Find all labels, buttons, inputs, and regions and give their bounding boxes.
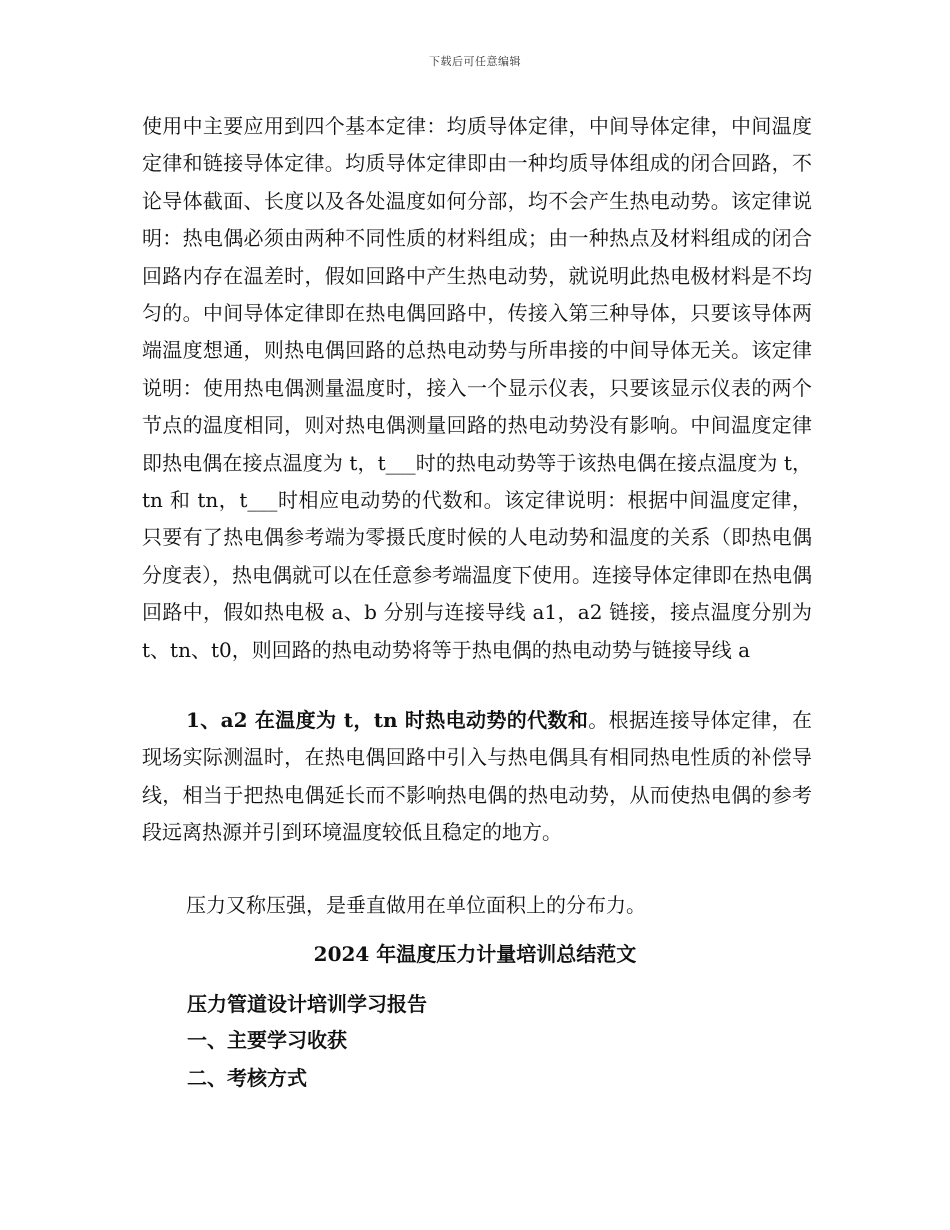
heading-section-2: 二、考核方式 (187, 1066, 307, 1090)
heading-report: 压力管道设计培训学习报告 (187, 992, 427, 1016)
body-paragraph-compensation (142, 702, 812, 852)
heading-section-1: 一、主要学习收获 (187, 1028, 347, 1052)
body-paragraph-laws: 使用中主要应用到四个基本定律：均质导体定律，中间导体定律，中间温度定律和链接导体定律。均质导体定律即由一种均质导体组成的闭合回路，不论导体截面、长度以及各处温度如何分部，均不会产生热电动势。该定律说明：热电偶必须由两种不同性质的材料组成；由一种热点及材料组成的闭合回路内存在温差时，假如回路中产生热电动势，就说明此热电极材料是不均匀的。中间导体定律即在热电偶回路中，传接入第三种导体，只要该导体两端温度想通，则热电偶回路的总热电动势与所串接的中间导体无关。该定律说明：使用热电偶测量温度时，接入一个显示仪表，只要该显示仪表的两个节点的温度相同，则对热电偶测量回路的热电动势没有影响。中间温度定律即热电偶在接点温度为 t，t___时的热电动势等于该热电偶在接点温度为 t，tn 和 tn，t___时相应电动势的代数和。该定律说明：根据中间温度定律，只要有了热电偶参考端为零摄氏度时候的人电动势和温度的关系（即热电偶分度表），热电偶就可以在任意参考端温度下使用。连接导体定律即在热电偶回路中，假如热电极 a、b 分别与连接导线 a1，a2 链接，接点温度分别为 t、tn、t0，则回路的热电动势将等于热电偶的热电动势与链接导线 a (142, 114, 812, 662)
document-title: 2024 年温度压力计量培训总结范文 (313, 942, 637, 966)
paragraph-rest: 。根据连接导体定律，在现场实际测温时，在热电偶回路中引入与热电偶具有相同热电性质的补偿导线，相当于把热电偶延长而不影响热电偶的热电动势，从而使热电偶的参考段远离热源并引到环境温度较低且稳定的地方。 (142, 708, 812, 845)
paragraph-lead-bold: 1、a2 在温度为 t，tn 时热电动势的代数和 (186, 708, 589, 732)
body-paragraph-pressure: 压力又称压强，是垂直做用在单位面积上的分布力。 (186, 893, 646, 917)
page-header: 下载后可任意编辑 (429, 55, 521, 68)
